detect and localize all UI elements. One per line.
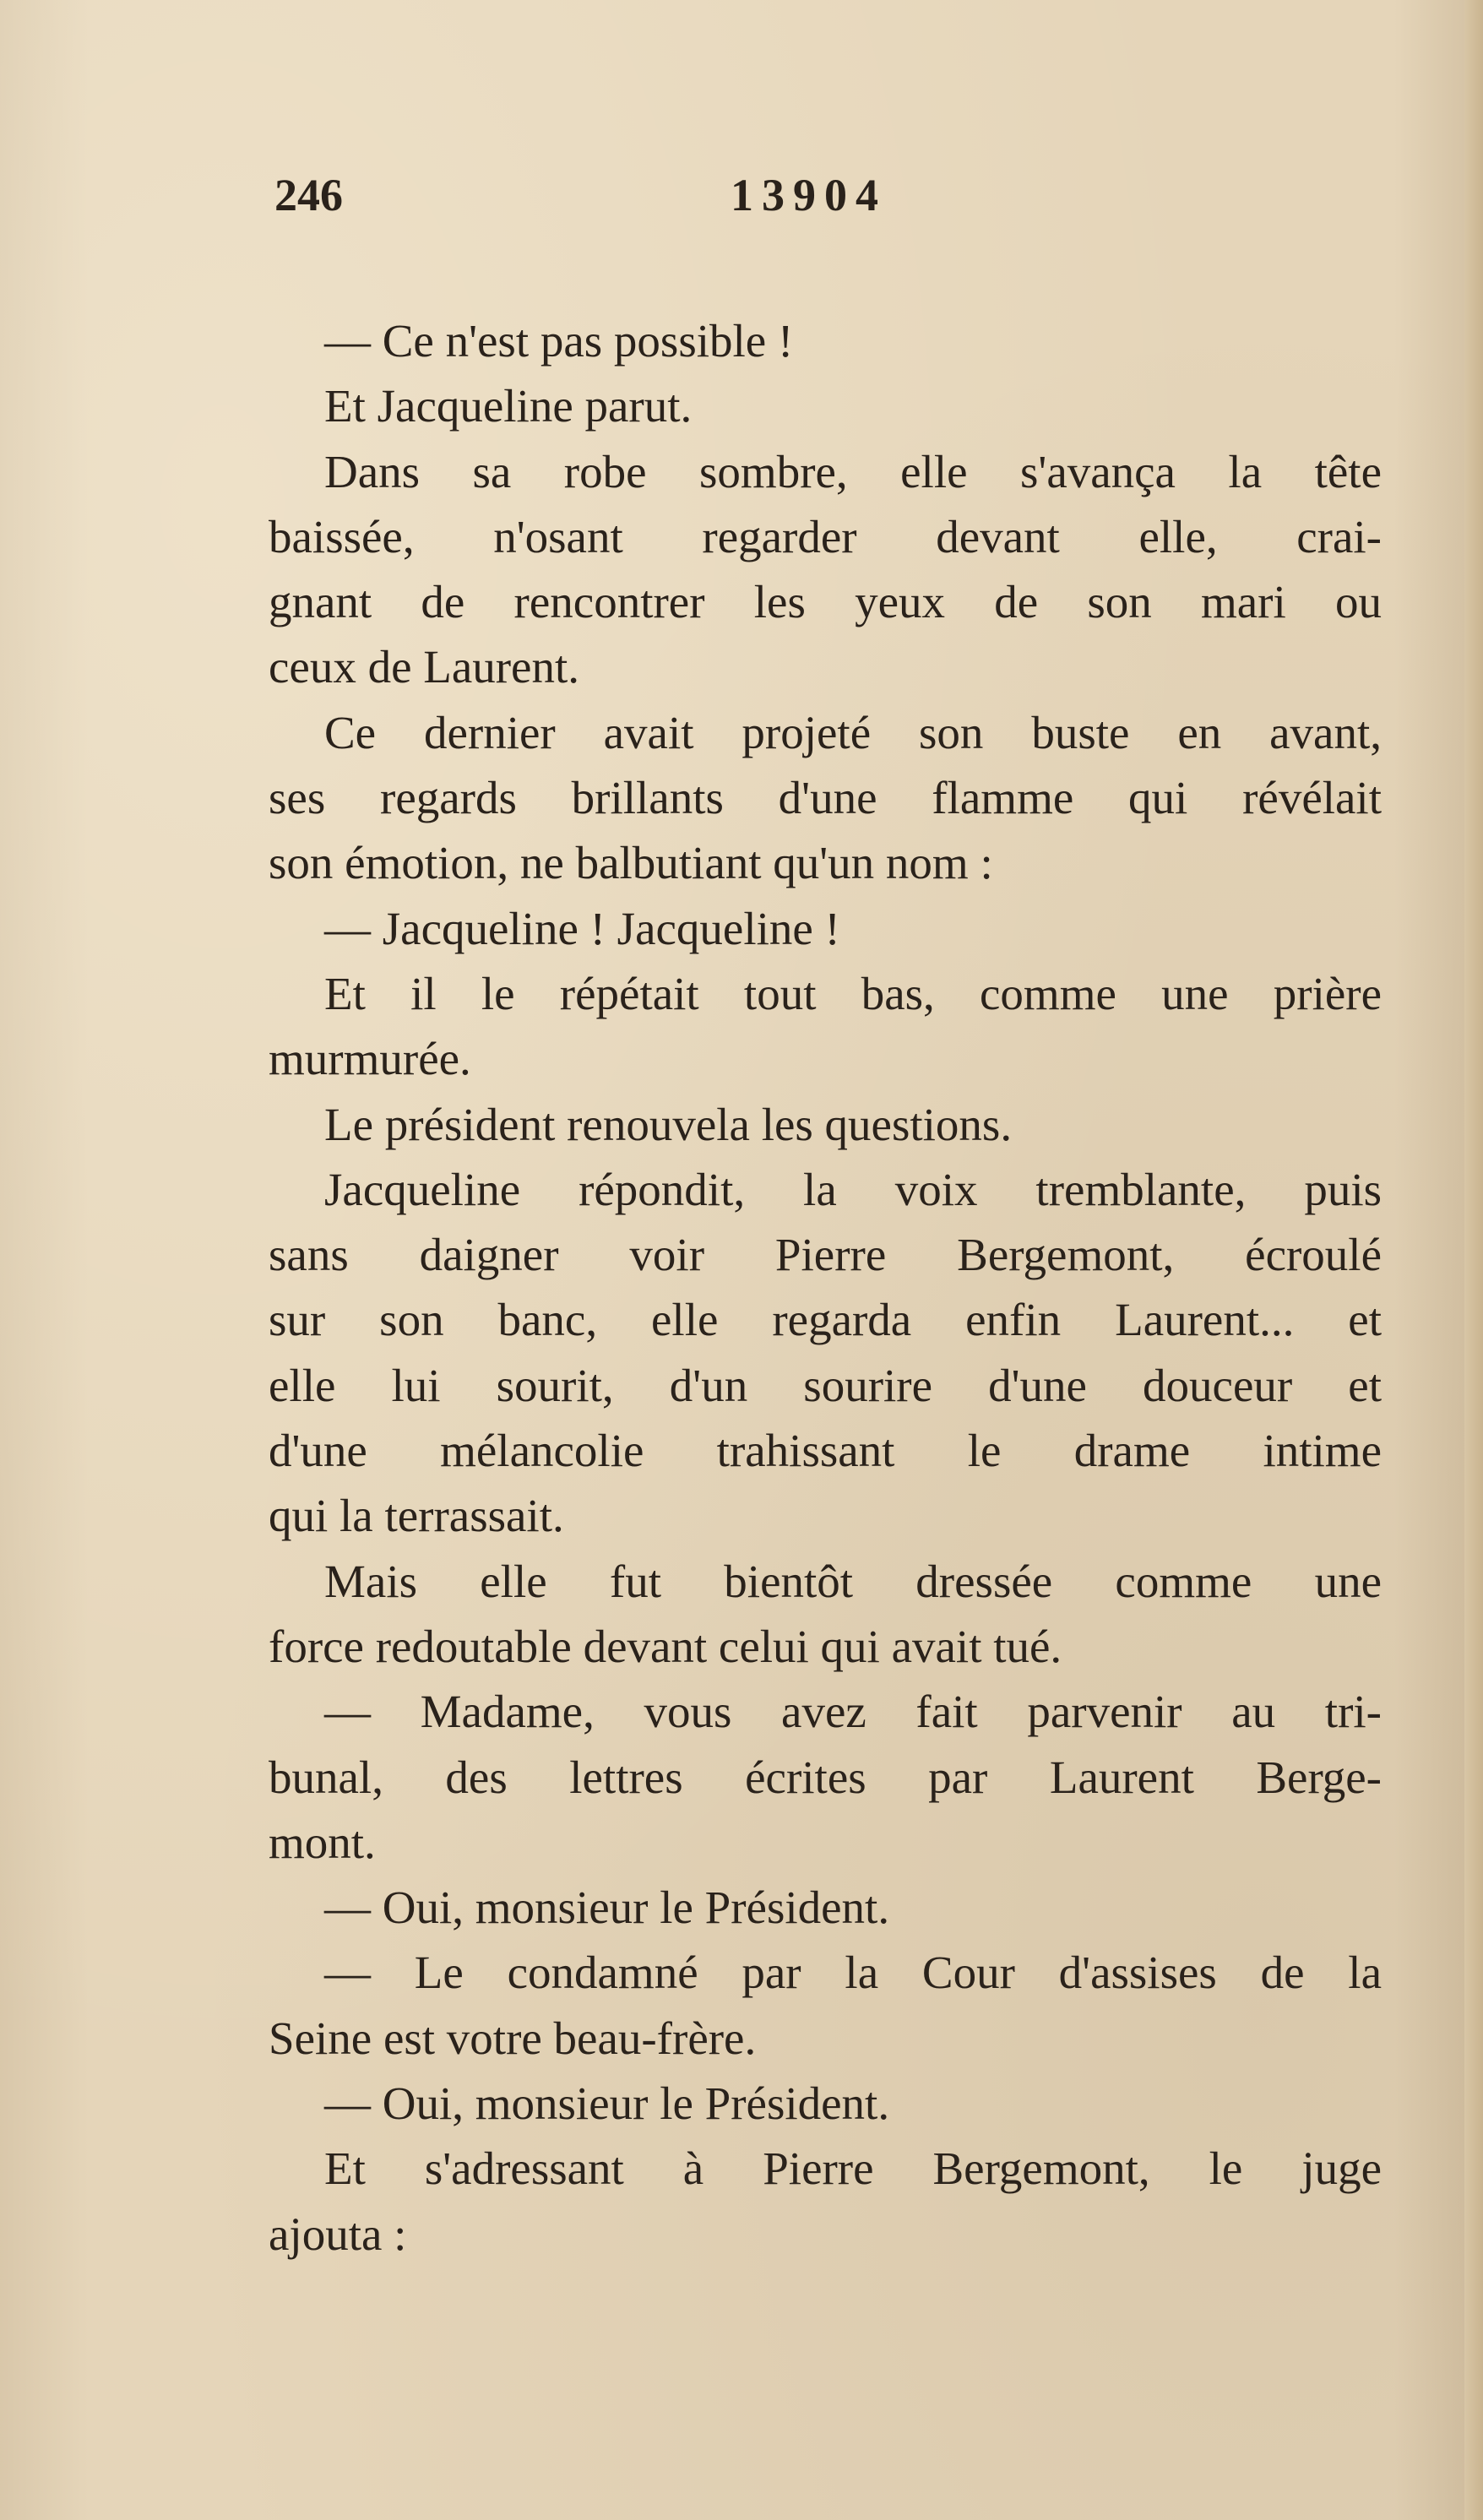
page-header (274, 169, 1398, 245)
text-line: Mais elle fut bientôt dressée comme une (324, 1555, 1382, 1607)
text-line: — Oui, monsieur le Président. (324, 2077, 890, 2130)
text-line: murmurée. (269, 1033, 471, 1085)
text-line: Jacqueline répondit, la voix tremblante, puis (324, 1163, 1382, 1215)
text-line: qui la terrassait. (269, 1490, 564, 1542)
text-line: mont. (269, 1816, 376, 1868)
text-line: Et Jacqueline parut. (324, 380, 693, 432)
text-line: force redoutable devant celui qui avait tué. (269, 1620, 1062, 1672)
text-line: Seine est votre beau-frère. (269, 2012, 757, 2064)
text-line: — Ce n'est pas possible ! (324, 315, 794, 367)
text-line: Dans sa robe sombre, elle s'avança la tête (324, 445, 1382, 497)
text-line: d'une mélancolie trahissant le drame intime (269, 1425, 1382, 1477)
page-edge-shadow (1464, 0, 1483, 2520)
text-line: Et il le répétait tout bas, comme une prière (324, 967, 1382, 1019)
text-line: ajouta : (269, 2208, 407, 2260)
text-line: sur son banc, elle regarda enfin Laurent... et (269, 1294, 1382, 1346)
text-line: son émotion, ne balbutiant qu'un nom : (269, 837, 993, 889)
text-line: Ce dernier avait projeté son buste en avant, (324, 706, 1382, 758)
text-line: gnant de rencontrer les yeux de son mari ou (269, 576, 1382, 628)
body-text (269, 308, 1382, 2267)
text-line: elle lui sourit, d'un sourire d'une douceur et (269, 1359, 1382, 1411)
text-line: — Le condamné par la Cour d'assises de la (324, 1947, 1382, 1999)
text-line: — Oui, monsieur le Président. (324, 1882, 890, 1934)
text-line: baissée, n'osant regarder devant elle, crai- (269, 510, 1382, 562)
page-number: 246 (274, 170, 343, 220)
text-line: — Madame, vous avez fait parvenir au tri- (324, 1686, 1382, 1738)
text-line: sans daigner voir Pierre Bergemont, écroulé (269, 1229, 1382, 1281)
text-line: ses regards brillants d'une flamme qui révélait (269, 772, 1382, 824)
text-line: — Jacqueline ! Jacqueline ! (324, 902, 840, 954)
text-line: ceux de Laurent. (269, 641, 580, 693)
text-line: Et s'adressant à Pierre Bergemont, le juge (324, 2143, 1382, 2195)
text-line: bunal, des lettres écrites par Laurent Berge- (269, 1751, 1382, 1803)
text-line: Le président renouvela les questions. (324, 1098, 1013, 1150)
running-title: 13904 (731, 170, 887, 220)
